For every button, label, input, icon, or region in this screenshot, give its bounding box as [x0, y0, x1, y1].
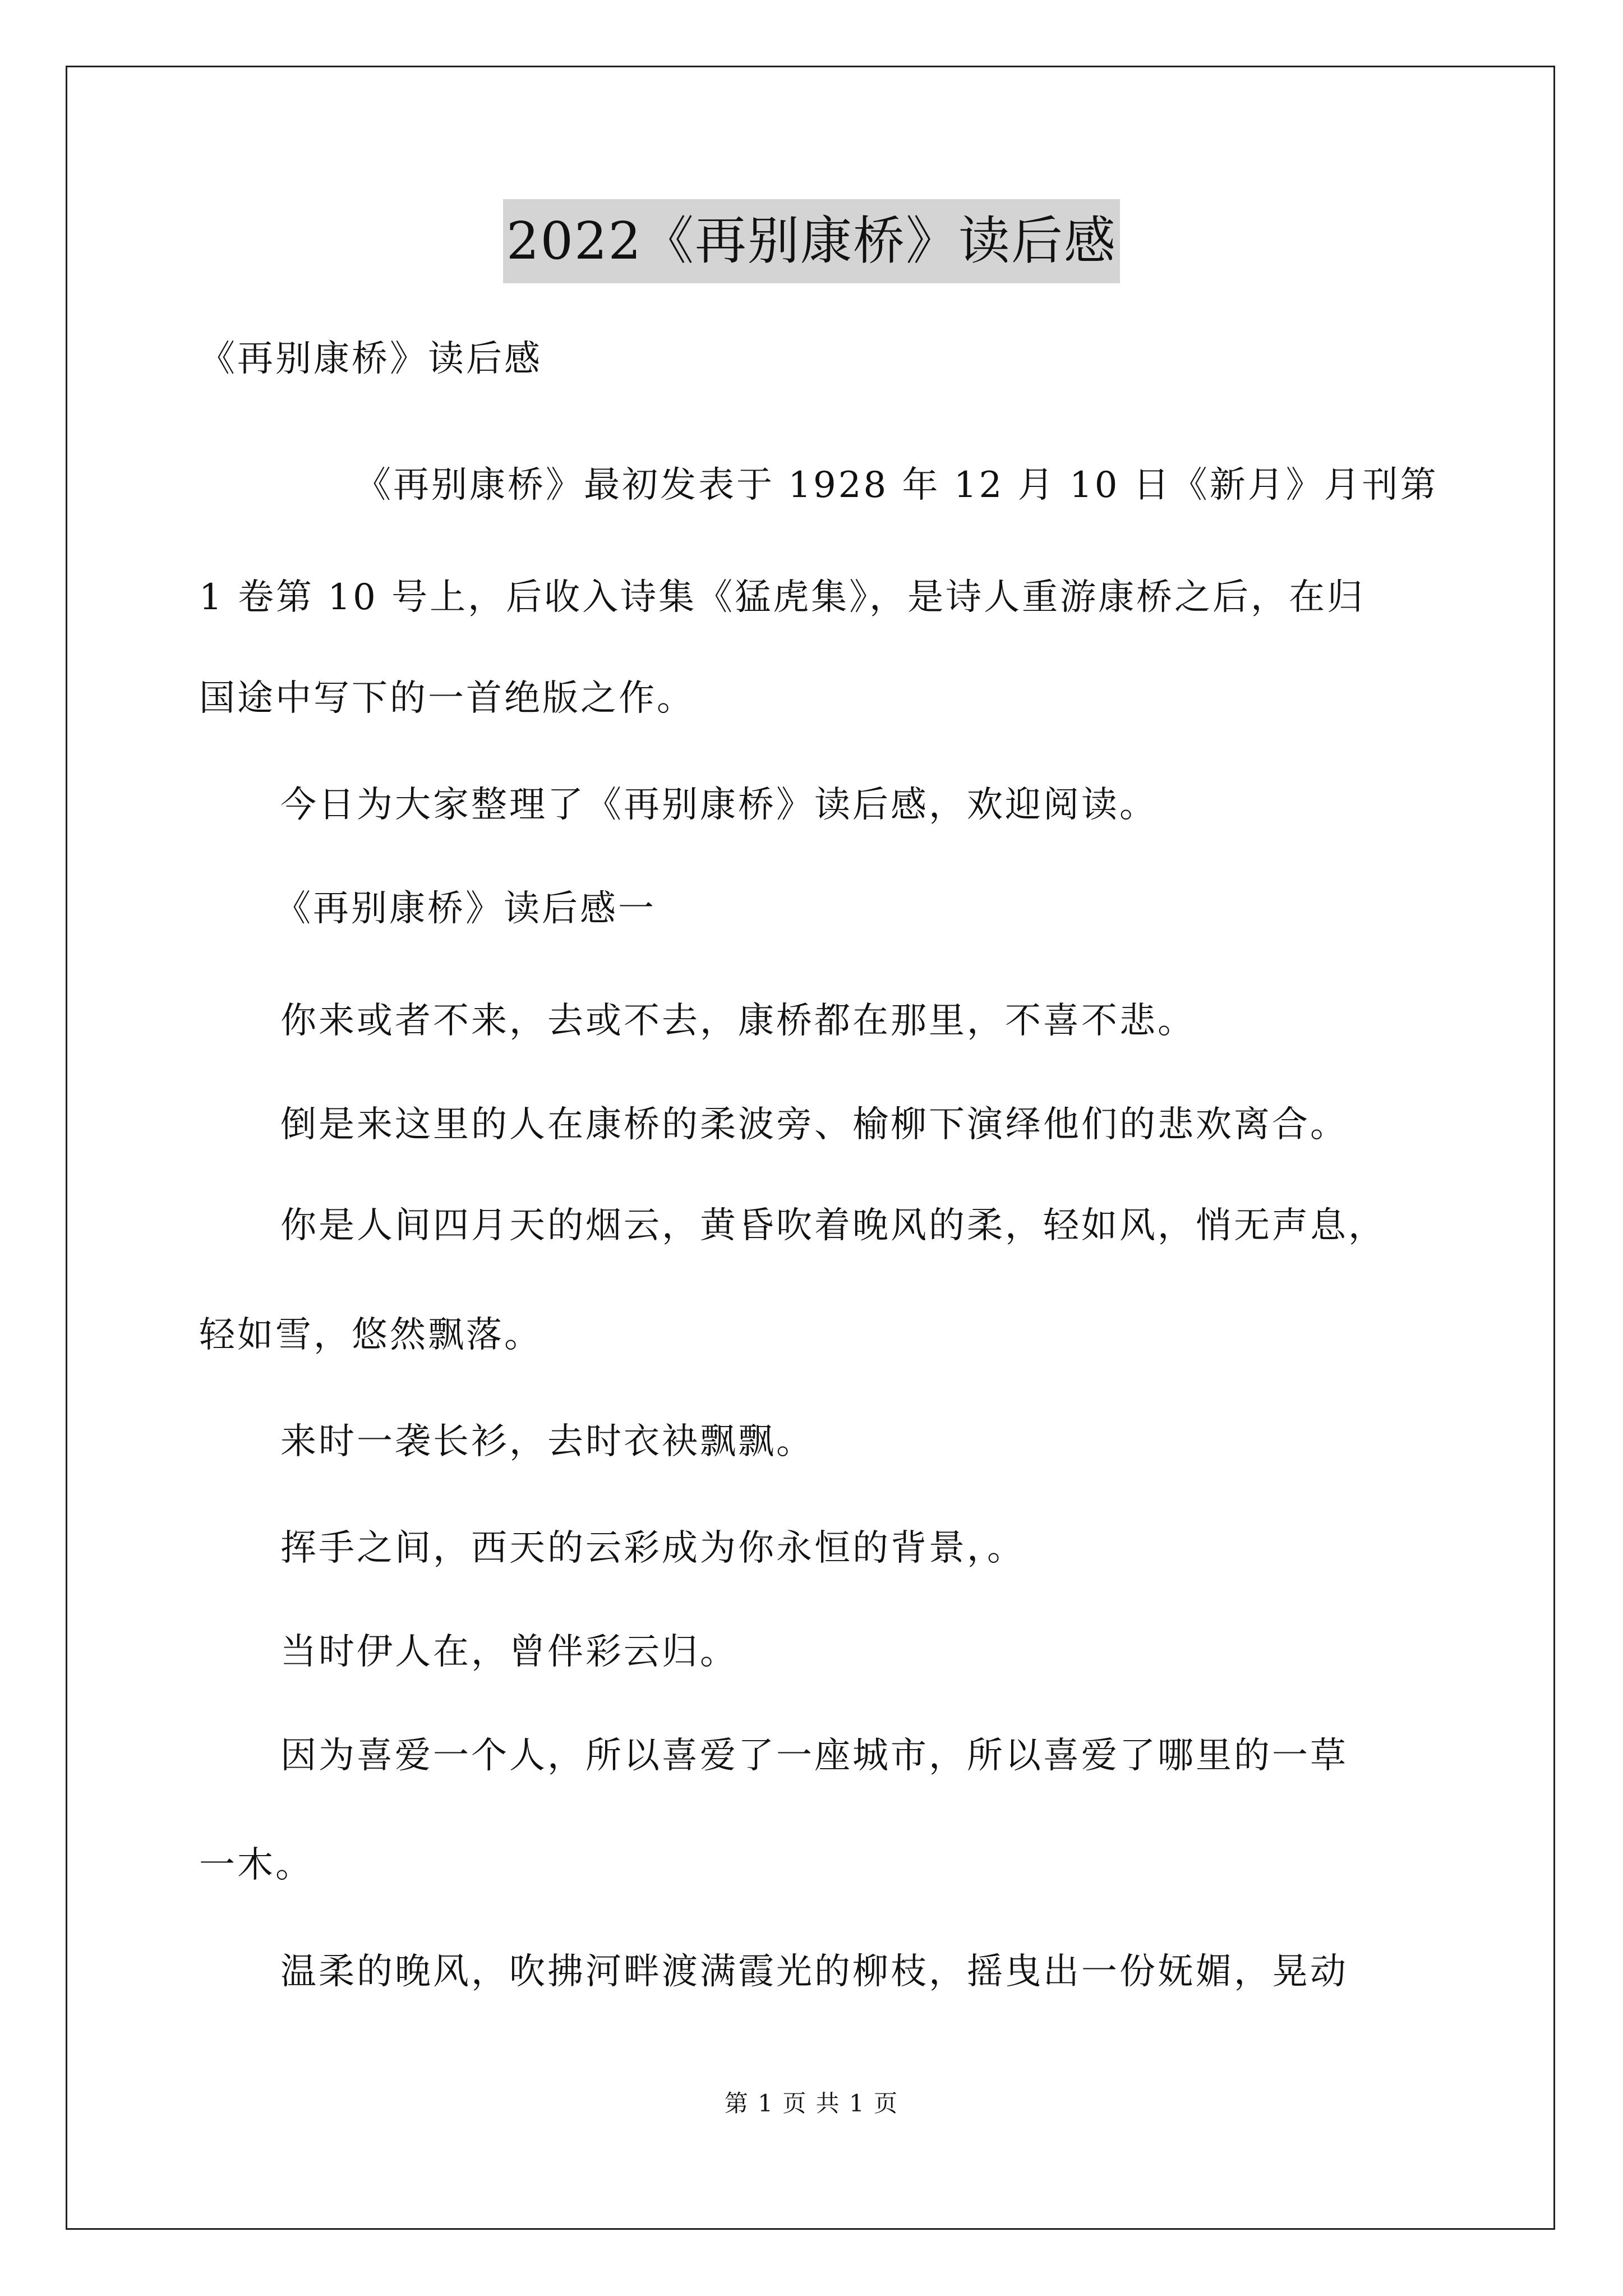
paragraph-line: 当时伊人在，曾伴彩云归。 — [280, 1631, 738, 1673]
title-container — [0, 199, 1623, 283]
paragraph-line: 挥手之间，西天的云彩成为你永恒的背景，。 — [280, 1527, 1025, 1569]
paragraph-line: 一木。 — [199, 1844, 313, 1886]
paragraph-line: 1 卷第 10 号上，后收入诗集《猛虎集》，是诗人重游康桥之后，在归 — [199, 577, 1366, 618]
paragraph-line: 你是人间四月天的烟云，黄昏吹着晚风的柔，轻如风，悄无声息， — [280, 1205, 1386, 1246]
document-title: 2022《再别康桥》读后感 — [503, 199, 1120, 283]
paragraph-line: 因为喜爱一个人，所以喜爱了一座城市，所以喜爱了哪里的一草 — [280, 1735, 1348, 1777]
paragraph-line: 轻如雪，悠然飘落。 — [199, 1314, 542, 1356]
section-heading: 《再别康桥》读后感一 — [275, 888, 656, 930]
paragraph-line: 倒是来这里的人在康桥的柔波旁、榆柳下演绎他们的悲欢离合。 — [280, 1104, 1348, 1145]
paragraph-line: 你来或者不来，去或不去，康桥都在那里，不喜不悲。 — [280, 1000, 1196, 1042]
paragraph-line: 来时一袭长衫，去时衣袂飘飘。 — [280, 1421, 814, 1462]
subtitle-line: 《再别康桥》读后感 — [199, 338, 542, 380]
paragraph-line: 国途中写下的一首绝版之作。 — [199, 678, 695, 719]
paragraph-line: 《再别康桥》最初发表于 1928 年 12 月 10 日《新月》月刊第 — [355, 464, 1438, 506]
paragraph-line: 今日为大家整理了《再别康桥》读后感，欢迎阅读。 — [280, 784, 1158, 826]
paragraph-line: 温柔的晚风，吹拂河畔渡满霞光的柳枝，摇曳出一份妩媚，晃动 — [280, 1951, 1348, 1993]
page-footer: 第 1 页 共 1 页 — [724, 2090, 899, 2117]
